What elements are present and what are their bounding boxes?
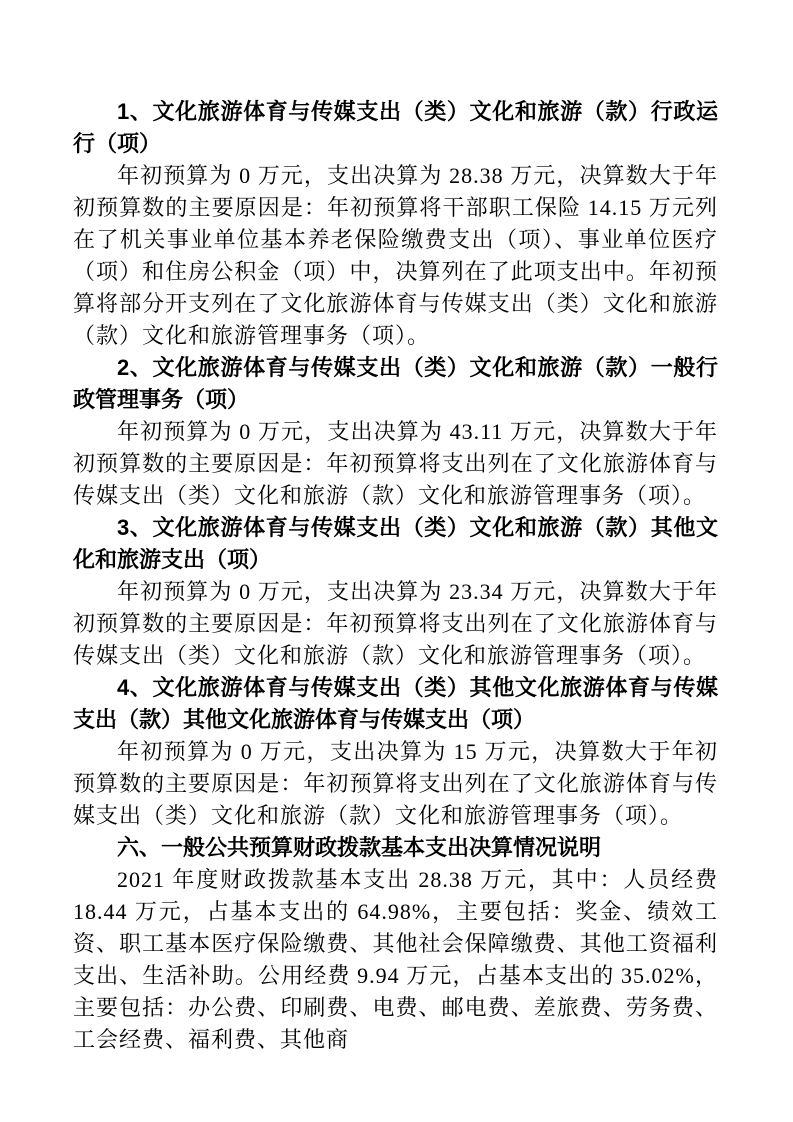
section-paragraph: 年初预算为 0 万元，支出决算为 43.11 万元，决算数大于年初预算数的主要原因是：年初预算将支出列在了文化旅游体育与传媒支出（类）文化和旅游（款）文化和旅游管理事务（项）。 — [73, 419, 718, 508]
section-expenditure-item-3 — [73, 512, 718, 672]
section-heading: 4、文化旅游体育与传媒支出（类）其他文化旅游体育与传媒支出（款）其他文化旅游体育与传媒支出（项） — [73, 675, 718, 732]
section-heading: 六、一般公共预算财政拨款基本支出决算情况说明 — [117, 835, 602, 860]
section-basic-expenditure-explanation — [73, 832, 718, 1056]
section-expenditure-item-1 — [73, 96, 718, 352]
section-paragraph: 年初预算为 0 万元，支出决算为 23.34 万元，决算数大于年初预算数的主要原因是：年初预算将支出列在了文化旅游体育与传媒支出（类）文化和旅游（款）文化和旅游管理事务（项）。 — [73, 579, 718, 668]
section-paragraph: 年初预算为 0 万元，支出决算为 28.38 万元，决算数大于年初预算数的主要原因是：年初预算将干部职工保险 14.15 万元列在了机关事业单位基本养老保险缴费支出（项）、事业单位医疗（项）和住房公积金（项）中，决算列在了此项支出中。年初预算将部分开支列在了文化旅游体育与传媒支出（类）文化和旅游（款）文化和旅游管理事务（项）。 — [73, 163, 718, 348]
section-heading: 2、文化旅游体育与传媒支出（类）文化和旅游（款）一般行政管理事务（项） — [73, 355, 718, 412]
section-expenditure-item-4 — [73, 672, 718, 832]
section-paragraph: 2021 年度财政拨款基本支出 28.38 万元，其中：人员经费 18.44 万元，占基本支出的 64.98%，主要包括：奖金、绩效工资、职工基本医疗保险缴费、其他社会保障缴费、其他工资福利支出、生活补助。公用经费 9.94 万元，占基本支出的 35.02%，主要包括：办公费、印刷费、电费、邮电费、差旅费、劳务费、工会经费、福利费、其他商 — [73, 867, 718, 1052]
section-heading: 1、文化旅游体育与传媒支出（类）文化和旅游（款）行政运行（项） — [73, 99, 718, 156]
section-heading: 3、文化旅游体育与传媒支出（类）文化和旅游（款）其他文化和旅游支出（项） — [73, 515, 718, 572]
section-paragraph: 年初预算为 0 万元，支出决算为 15 万元，决算数大于年初预算数的主要原因是：年初预算将支出列在了文化旅游体育与传媒支出（类）文化和旅游（款）文化和旅游管理事务（项）。 — [73, 739, 718, 828]
section-expenditure-item-2 — [73, 352, 718, 512]
